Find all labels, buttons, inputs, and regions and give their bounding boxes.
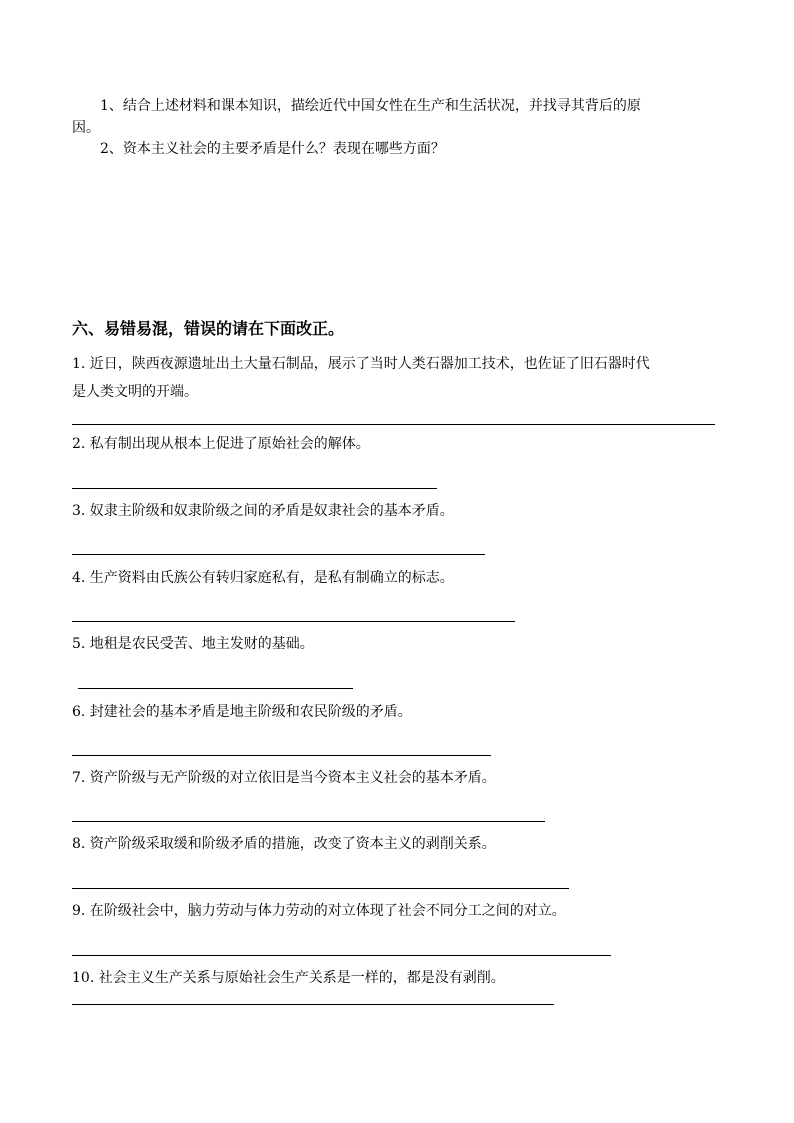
item-8: 8. 资产阶级采取缓和阶级矛盾的措施，改变了资本主义的剥削关系。 — [72, 836, 496, 852]
section-title: 六、易错易混，错误的请在下面改正。 — [72, 319, 345, 338]
answer-line-2[interactable] — [72, 488, 437, 489]
item-4: 4. 生产资料由氏族公有转归家庭私有，是私有制确立的标志。 — [72, 570, 454, 586]
item-3: 3. 奴隶主阶级和奴隶阶级之间的矛盾是奴隶社会的基本矛盾。 — [72, 503, 454, 519]
item-7: 7. 资产阶级与无产阶级的对立依旧是当今资本主义社会的基本矛盾。 — [72, 770, 496, 786]
answer-line-9[interactable] — [72, 955, 611, 956]
question-1-line-2: 因。 — [72, 120, 100, 136]
item-5: 5. 地租是农民受苦、地主发财的基础。 — [72, 636, 314, 652]
item-10: 10. 社会主义生产关系与原始社会生产关系是一样的，都是没有剥削。 — [72, 970, 505, 986]
answer-line-6[interactable] — [72, 755, 491, 756]
answer-line-8[interactable] — [72, 888, 569, 889]
item-9: 9. 在阶级社会中，脑力劳动与体力劳动的对立体现了社会不同分工之间的对立。 — [72, 903, 566, 919]
question-1-line-1: 1、结合上述材料和课本知识，描绘近代中国女性在生产和生活状况，并找寻其背后的原 — [100, 98, 641, 114]
answer-line-7[interactable] — [72, 821, 545, 822]
question-2: 2、资本主义社会的主要矛盾是什么？表现在哪些方面？ — [100, 141, 445, 157]
answer-line-3[interactable] — [72, 554, 485, 555]
item-1-line-2: 是人类文明的开端。 — [72, 384, 198, 400]
item-6: 6. 封建社会的基本矛盾是地主阶级和农民阶级的矛盾。 — [72, 704, 412, 720]
answer-line-1[interactable] — [72, 424, 715, 425]
item-1-line-1: 1. 近日，陕西夜源遗址出土大量石制品，展示了当时人类石器加工技术，也佐证了旧石器时代 — [72, 356, 650, 372]
answer-line-4[interactable] — [72, 621, 515, 622]
answer-line-5[interactable] — [78, 688, 353, 689]
answer-line-10[interactable] — [72, 1004, 554, 1005]
item-2: 2. 私有制出现从根本上促进了原始社会的解体。 — [72, 436, 370, 452]
